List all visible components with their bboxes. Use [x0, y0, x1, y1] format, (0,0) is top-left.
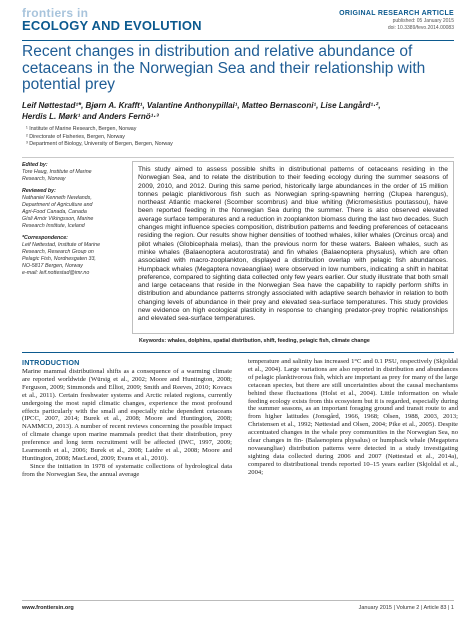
author-line-2: Herdis L. Mørk¹ and Anders Fernö¹·³	[22, 112, 159, 121]
correspondence-line: Pelagic Fish, Nordnesgaten 33,	[22, 256, 96, 262]
journal-header	[22, 8, 454, 40]
footer-divider	[22, 600, 454, 601]
published-date: published: 05 January 2015	[392, 18, 454, 24]
keywords-label: Keywords:	[139, 338, 167, 344]
affiliation-3: ³ Department of Biology, University of Bergen, Bergen, Norway	[26, 141, 173, 147]
logo-bottom-text: ECOLOGY AND EVOLUTION	[22, 18, 202, 33]
intro-paragraph-3: temperature and salinity has increased 1°C and 0.1 PSU, respectively (Skjoldal et al., 2004). Large variations are also reported in distribution and abundances of pelagic planktivorous fish, which are important as prey for many of the large cetacean species, but there are still uncertainties about the causal mechanisms behind these fluctuations (Holst et al., 2004). Little information on whale feeding ecology exists from this ecosystem but it is regarded, especially during the summer seasons, as an important foraging ground and transit route to and from higher latitudes (Jonsgård, 1966, 1968; Olsen, 1988, 2003, 2013; Christensen et al., 1992; Nøttestad and Olsen, 2004; Pike et al., 2005). Despite accentuated changes in the whale prey communities in the Norwegian Sea, no clear changes in fin- (Balaenoptera physalus) or humpback whale (Megaptera novaeangliae) distribution patterns were detected in a study investigating sighting data collected during 2006 and 2007 (Nøttestad et al., 2014a), compared to distributional trends reported 10–15 years earlier (Skjoldal et al., 2004;	[248, 358, 458, 476]
correspondence-line: NO-5817 Bergen, Norway	[22, 263, 83, 269]
affiliation-1: ¹ Institute of Marine Research, Bergen, Norway	[26, 126, 137, 132]
journal-logo[interactable]	[22, 8, 202, 32]
article-type: ORIGINAL RESEARCH ARTICLE	[339, 10, 454, 17]
correspondence-heading: *Correspondence:	[22, 235, 68, 241]
correspondence-line: Leif Nøttestad, Institute of Marine	[22, 242, 101, 248]
body-column-left	[22, 358, 232, 479]
article-title: Recent changes in distribution and relative abundance of cetaceans in the Norwegian Sea and their relationship with potential prey	[22, 43, 426, 93]
correspondence-email[interactable]: e-mail: leif.nottestad@imr.no	[22, 270, 90, 276]
footer-issue-info: January 2015 | Volume 2 | Article 83 | 1	[358, 605, 454, 611]
abstract-text: This study aimed to assess possible shifts in distributional patterns of cetaceans residing in the Norwegian Sea, and to relate the distribution to their feeding ecology during the summer seasons of 2009, 2010, and 2012. During this same period, historically large abundances in the order of 15 million tonnes pelagic planktivorous fish such as Norwegian spring-spawning herring (Clupea harengus), northeast Atlantic mackerel (Scomber scombrus) and blue whiting (Micromesistius poutassou), have been reported feeding in the Norwegian Sea during the summer. There is also observed elevated average surface temperatures and a reduction in zooplankton biomass during the last two decades. Such changes might influence species composition, distribution patterns and feeding preferences of cetaceans residing the region. Our results show higher densities of toothed whales, killer whales (Orcinus orca) and pilot whales (Globicephala melas), than the previous norm for these waters. Baleen whales, such as minke whales (Balaenoptera acutorostrata) and fin whales (Balaenoptera physalus), which are often associated with macro-zooplankton, displayed a distribution overlap with pelagic fish abundances. Humpback whales (Megaptera novaeangliae) were observed in low numbers, indicating a shift in habitat preference, compared to sighting data collected only few years earlier. Our study illustrate that both small and large cetaceans that reside in the Norwegian Sea have the capability to rapidly perform shifts in distribution and abundance patterns strongly associated with adaptive search behavior in relation to both changing levels of abundance in their prey and elevated sea-surface temperatures. This study provides new evidence on high ecological plasticity in response to changing predator-prey trophic relationships and elevated sea-surface temperatures.	[138, 166, 448, 323]
edited-by-heading: Edited by:	[22, 162, 48, 168]
article-meta	[339, 9, 454, 31]
intro-paragraph-1: Marine mammal distributional shifts as a consequence of a warming climate are reported worldwide (Würsig et al., 2002; Moore and Huntington, 2008; Ferguson, 2009; Simmonds and Elliot, 2009; Smith and Reeves, 2010; Kovacs et al., 2011). Certain freshwater systems and Arctic related regions, currently undergoing the most rapid climatic changes, experience the most profound effects particularly with the small and especially niche dependent cetaceans (IPCC, 2007, 2014; Burek et al., 2008; Moore and Huntington, 2008; NAMMCO, 2013). A number of recent reviews concerning the possible impact of climate change upon marine mammals predict that their distribution, prey preference and long term recruitment will be affected (IWC, 1997, 2009; Learmonth et al., 2006; Burek et al., 2008; Laidre et al., 2008; Moore and Huntington, 2008; MacLeod, 2009; Evans et al., 2010).	[22, 368, 232, 462]
correspondence-line: Research, Research Group on	[22, 249, 94, 255]
intro-paragraph-2: Since the initiation in 1978 of systematic collections of hydrological data from the Norwegian Sea, the annual average	[22, 462, 232, 478]
editorial-sidebar	[22, 162, 122, 277]
reviewer-line: Gísli Arnór Víkingsson, Marine	[22, 216, 94, 222]
logo-top-text: frontiers in	[22, 6, 89, 20]
editor-line: Tore Haug, Institute of Marine	[22, 169, 92, 175]
introduction-heading: INTRODUCTION	[22, 358, 80, 367]
reviewer-line: Agri-Food Canada, Canada	[22, 209, 87, 215]
abstract-box	[132, 161, 454, 334]
header-divider	[22, 40, 454, 41]
affiliation-2: ² Directorate of Fisheries, Bergen, Norway	[26, 133, 125, 140]
editor-line: Research, Norway	[22, 176, 66, 182]
doi-link[interactable]: doi: 10.3389/fevo.2014.00083	[387, 24, 454, 31]
affiliation-divider	[22, 157, 454, 158]
footer-site-link[interactable]: www.frontiersin.org	[22, 605, 74, 611]
body-column-right	[248, 358, 458, 477]
keywords	[139, 338, 449, 345]
reviewer-line: Nathaniel Kenneth Newlands,	[22, 195, 92, 201]
reviewer-line: Research Institute, Iceland	[22, 223, 85, 229]
reviewer-line: Department of Agriculture and	[22, 202, 93, 208]
keywords-list: whales, dolphins, spatial distribution, shift, feeding, pelagic fish, climate change	[167, 338, 370, 344]
author-list	[22, 100, 458, 122]
keywords-divider	[22, 352, 454, 353]
author-line-1: Leif Nøttestad¹*, Bjørn A. Krafft¹, Valantine Anthonypillai¹, Matteo Bernasconi¹, Lise Langård¹·²,	[22, 101, 381, 110]
affiliations	[26, 126, 446, 149]
reviewed-by-heading: Reviewed by:	[22, 188, 56, 194]
